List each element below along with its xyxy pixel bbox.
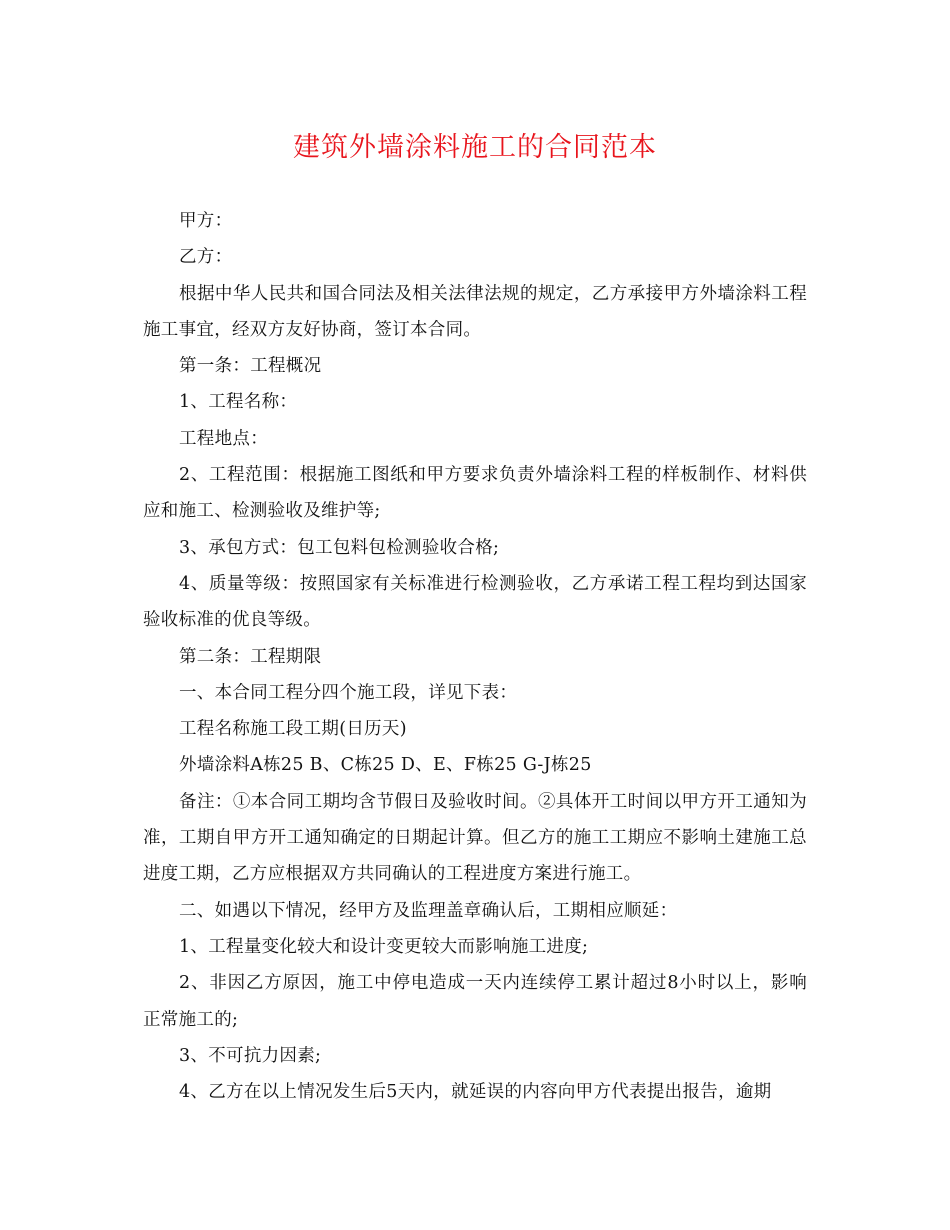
paragraph-condition-2: 2、非因乙方原因，施工中停电造成一天内连续停工累计超过8小时以上，影响正常施工的; xyxy=(143,973,807,1030)
paragraph-party-a: 甲方： xyxy=(179,211,233,231)
document-body xyxy=(143,203,807,1110)
document-title: 建筑外墙涂料施工的合同范本 xyxy=(293,132,657,163)
paragraph-condition-1: 1、工程量变化较大和设计变更较大而影响施工进度; xyxy=(179,936,589,957)
paragraph-article-2-heading: 第二条：工程期限 xyxy=(179,646,322,667)
paragraph-preamble: 根据中华人民共和国合同法及相关法律法规的规定，乙方承接甲方外墙涂料工程施工事宜，经双方友好协商，签订本合同。 xyxy=(143,283,807,340)
paragraph-article-1-heading: 第一条：工程概况 xyxy=(179,356,322,377)
paragraph-condition-4: 4、乙方在以上情况发生后5天内，就延误的内容向甲方代表提出报告，逾期 xyxy=(179,1082,772,1103)
paragraph-project-name: 1、工程名称： xyxy=(179,392,298,413)
paragraph-party-b: 乙方： xyxy=(179,247,233,268)
paragraph-construction-sections: 一、本合同工程分四个施工段，详见下表： xyxy=(179,682,518,703)
paragraph-contract-method: 3、承包方式：包工包料包检测验收合格; xyxy=(179,537,500,558)
paragraph-condition-3: 3、不可抗力因素; xyxy=(179,1045,322,1066)
paragraph-quality-grade: 4、质量等级：按照国家有关标准进行检测验收，乙方承诺工程工程均到达国家验收标准的优良等级。 xyxy=(143,573,807,631)
paragraph-table-header: 工程名称施工段工期(日历天) xyxy=(179,719,407,740)
paragraph-table-row: 外墙涂料A栋25 B、C栋25 D、E、F栋25 G-J栋25 xyxy=(179,755,592,776)
paragraph-extension-conditions: 二、如遇以下情况，经甲方及监理盖章确认后，工期相应顺延： xyxy=(179,900,678,921)
paragraph-project-scope: 2、工程范围：根据施工图纸和甲方要求负责外墙涂料工程的样板制作、材料供应和施工、检测验收及维护等; xyxy=(143,465,807,522)
paragraph-remarks: 备注：①本合同工期均含节假日及验收时间。②具体开工时间以甲方开工通知为准，工期自甲方开工通知确定的日期起计算。但乙方的施工工期应不影响土建施工总进度工期，乙方应根据双方共同确认的工程进度方案进行施工。 xyxy=(143,791,807,885)
paragraph-project-location: 工程地点： xyxy=(179,428,268,449)
